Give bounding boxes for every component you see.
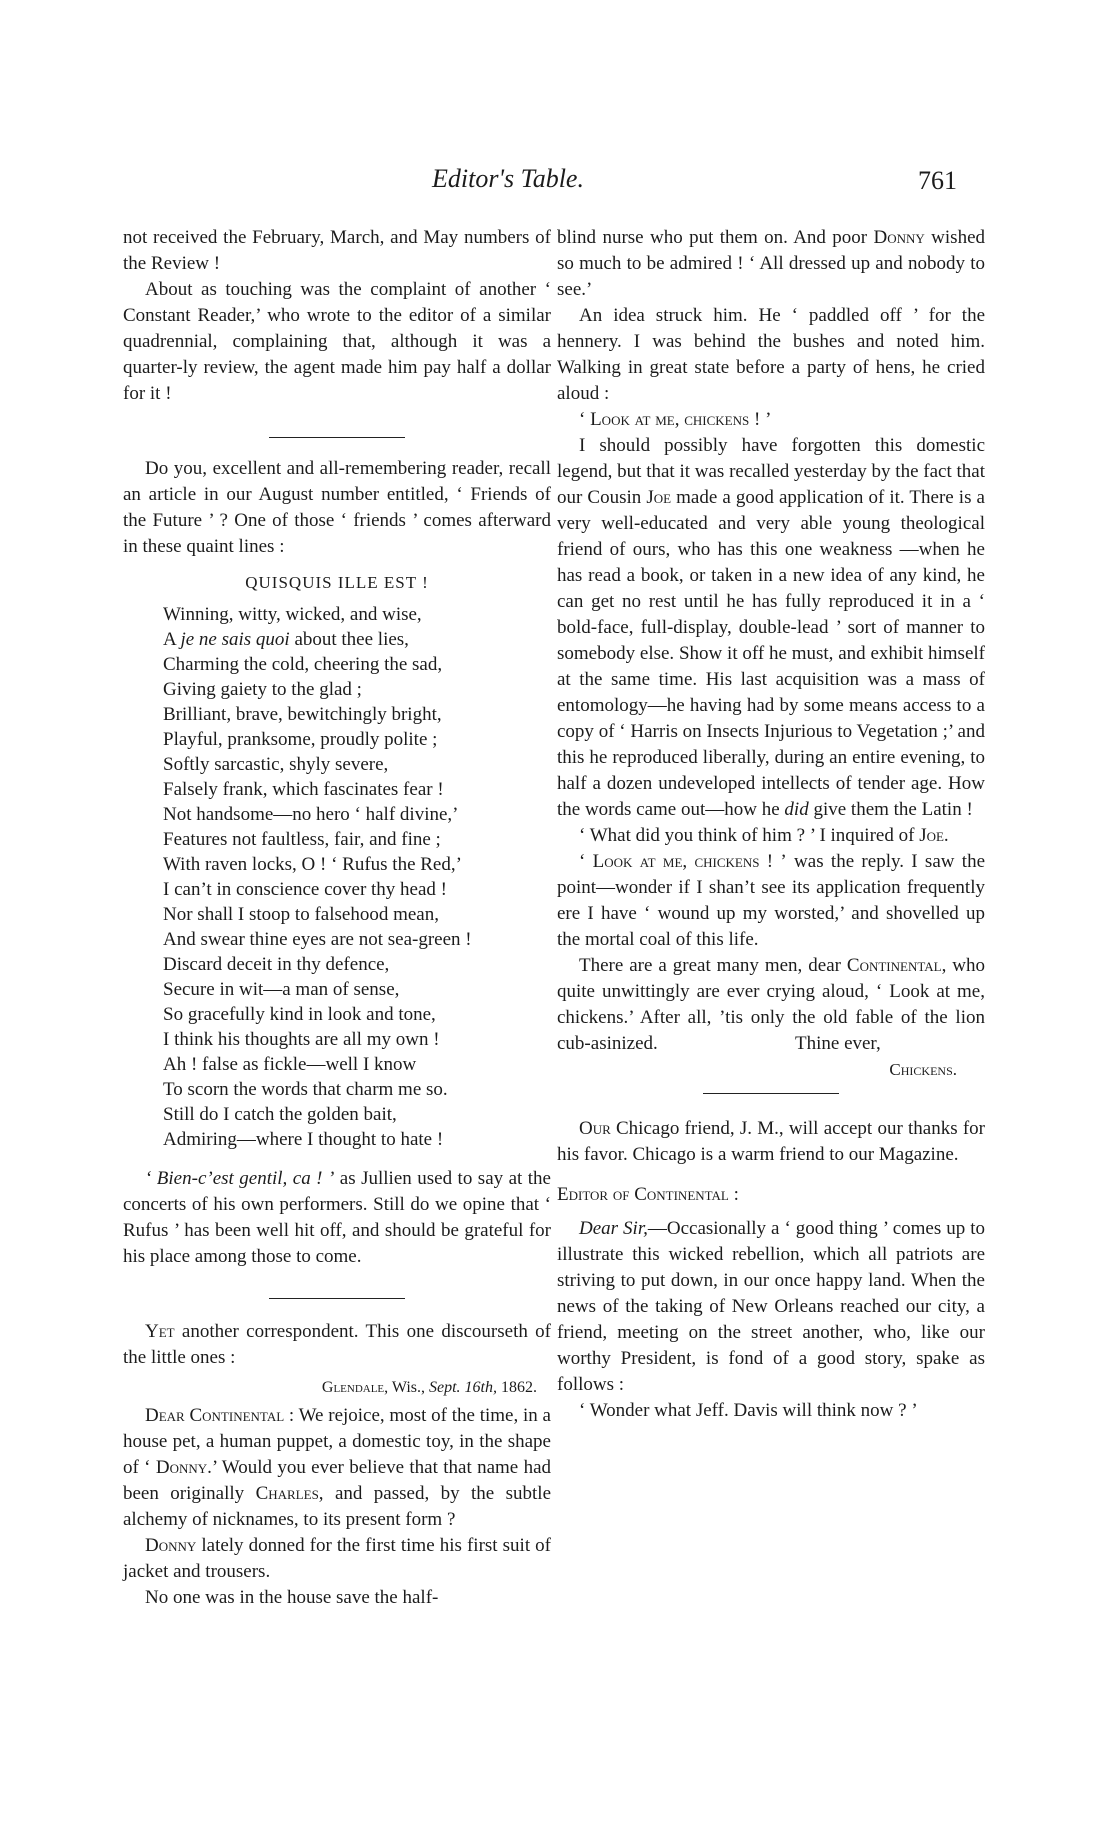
dateline: Glendale, Wis., Sept. 16th, 1862. [321, 1379, 537, 1396]
paragraph: blind nurse who put them on. And poor Donny wished so much to be admired ! ‘ All dressed up and nobody to see.’ [557, 227, 986, 300]
poem-line: I can’t in conscience cover thy head ! [163, 879, 447, 900]
paragraph: ‘ Look at me, chickens ! ’ was the reply. I saw the point—wonder if I shan’t see its application frequently ere I have ‘ wound up my worsted,’ and shovelled up the mortal coal of this life. [557, 851, 985, 950]
exclamation-line: ‘ Look at me, chickens ! ’ [579, 409, 772, 430]
paragraph: I should possibly have forgotten this domestic legend, but that it was recalled yesterday by the fact that our Cousin Joe made a good application of it. There is a very well-educated and very able young theological friend of ours, who has this one weakness —when he has read a book, or taken in a new idea of any kind, he can get no rest until he has fully reproduced it in a ‘ bold-face, full-display, double-lead ’ sort of manner to somebody else. Show it off he must, and exhibit himself at the same time. His last acquisition was a mass of entomology—he having had by some means access to a copy of ‘ Harris on Insects Injurious to Vegetation ;’ and this he reproduced liberally, during an entire evening, to half a dozen undeveloped intellects of tender age. How the words came out—how he did give them the Latin ! [557, 435, 985, 820]
signature: Chickens. [889, 1060, 957, 1079]
right-column [557, 225, 985, 1424]
letter-paragraph: Dear Sir,—Occasionally a ‘ good thing ’ comes up to illustrate this wicked rebellion, which all patriots are striving to put down, in our once happy land. When the news of the taking of New Orleans reached our city, a friend, meeting on the street another, who, like our worthy President, is fond of a good story, spake as follows : [557, 1218, 985, 1395]
poem-line: Softly sarcastic, shyly severe, [163, 754, 389, 775]
paragraph: Yet another correspondent. This one discourseth of the little ones : [123, 1321, 551, 1368]
poem-line: Admiring—where I thought to hate ! [163, 1129, 444, 1150]
paragraph: Our Chicago friend, J. M., will accept our thanks for his favor. Chicago is a warm friend to our Magazine. [557, 1118, 985, 1165]
poem-line: Still do I catch the golden bait, [163, 1104, 397, 1125]
poem-line: Ah ! false as fickle—well I know [163, 1054, 417, 1075]
paragraph: There are a great many men, dear Continental, who quite unwittingly are ever crying aloud, ‘ Look at me, chickens.’ After all, ’tis only the old fable of the lion cub-asinized. [557, 955, 985, 1054]
poem-line: Discard deceit in thy defence, [163, 954, 390, 975]
paragraph: About as touching was the complaint of another ‘ Constant Reader,’ who wrote to the editor of a similar quadrennial, complaining that, although it was a quarter-ly review, the agent made him pay half a dollar for it ! [123, 279, 551, 404]
letter-paragraph: Dear Continental : We rejoice, most of the time, in a house pet, a human puppet, a domestic toy, in the shape of ‘ Donny.’ Would you ever believe that that name had been originally Charles, and passed, by the subtle alchemy of nicknames, to its present form ? [123, 1405, 552, 1530]
poem-line: A je ne sais quoi about thee lies, [163, 629, 409, 650]
paragraph: not received the February, March, and May numbers of the Review ! [123, 227, 551, 274]
poem-line: Features not faultless, fair, and fine ; [163, 829, 441, 850]
poem-line: So gracefully kind in look and tone, [163, 1004, 436, 1025]
paragraph: Do you, excellent and all-remembering reader, recall an article in our August number entitled, ‘ Friends of the Future ’ ? One of those ‘ friends ’ comes afterward in these quaint lines : [123, 458, 551, 557]
poem-line: Secure in wit—a man of sense, [163, 979, 400, 1000]
poem-line: Playful, pranksome, proudly polite ; [163, 729, 438, 750]
running-header-title: Editor's Table. [432, 164, 584, 193]
letter-paragraph: No one was in the house save the half- [145, 1587, 439, 1608]
poem-line: With raven locks, O ! ‘ Rufus the Red,’ [163, 854, 462, 875]
poem-line: I think his thoughts are all my own ! [163, 1029, 440, 1050]
closing-phrase: Thine ever, [795, 1033, 881, 1054]
page-number: 761 [918, 166, 957, 195]
salutation: Editor of Continental : [557, 1184, 739, 1205]
poem-line: Falsely frank, which fascinates fear ! [163, 779, 444, 800]
letter-paragraph: ‘ Wonder what Jeff. Davis will think now ? ’ [579, 1400, 918, 1421]
paragraph: ‘ What did you think of him ? ’ I inquired of Joe. [579, 825, 949, 846]
poem [123, 602, 551, 1152]
letter-paragraph: Donny lately donned for the first time his first suit of jacket and trousers. [123, 1535, 551, 1582]
paragraph: An idea struck him. He ‘ paddled off ’ for the hennery. I was behind the bushes and noted him. Walking in great state before a party of hens, he cried aloud : [557, 305, 985, 404]
poem-line: Nor shall I stoop to falsehood mean, [163, 904, 439, 925]
poem-title: QUISQUIS ILLE EST ! [245, 573, 429, 592]
poem-line: Charming the cold, cheering the sad, [163, 654, 443, 675]
poem-line: Not handsome—no hero ‘ half divine,’ [163, 804, 459, 825]
poem-line: To scorn the words that charm me so. [163, 1079, 448, 1100]
poem-line: And swear thine eyes are not sea-green ! [163, 929, 472, 950]
paragraph: ‘ Bien-c’est gentil, ca ! ’ as Jullien used to say at the concerts of his own performers. Still do we opine that ‘ Rufus ’ has been well hit off, and should be grateful for his place among those to come. [123, 1168, 551, 1267]
left-column [123, 225, 551, 1611]
sign-off [557, 1031, 985, 1083]
poem-line: Giving gaiety to the glad ; [163, 679, 362, 700]
poem-line: Winning, witty, wicked, and wise, [163, 604, 422, 625]
poem-line: Brilliant, brave, bewitchingly bright, [163, 704, 442, 725]
